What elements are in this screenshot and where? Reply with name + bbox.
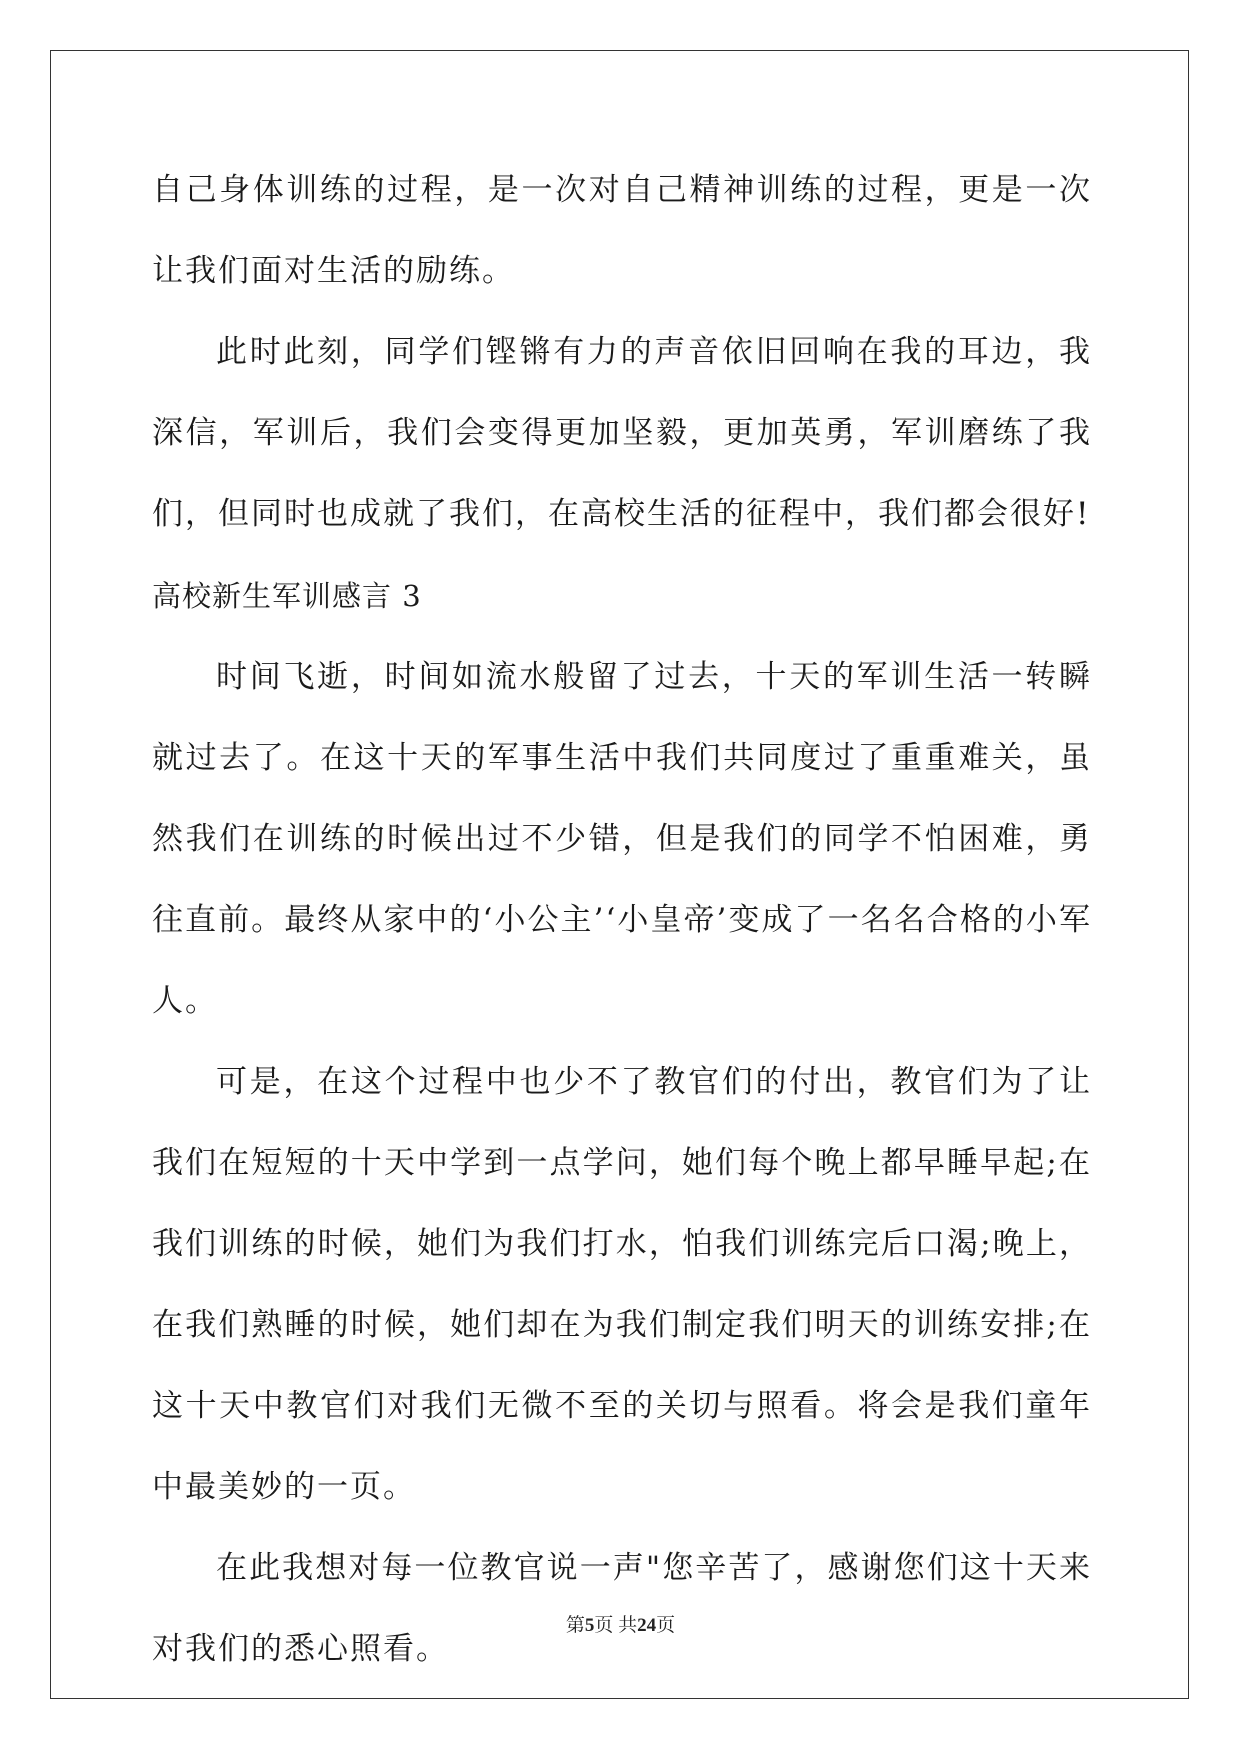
document-body	[152, 150, 1092, 1690]
footer-total-pages: 24	[637, 1615, 657, 1636]
paragraph: 自己身体训练的过程，是一次对自己精神训练的过程，更是一次让我们面对生活的励练。	[152, 172, 1092, 289]
footer-page-number: 5	[584, 1615, 595, 1636]
footer-middle: 页 共	[594, 1615, 638, 1636]
paragraph: 此时此刻，同学们铿锵有力的声音依旧回响在我的耳边，我深信，军训后，我们会变得更加坚毅，更加英勇，军训磨练了我们，但同时也成就了我们，在高校生活的征程中，我们都会很好!	[152, 334, 1092, 532]
paragraph: 在此我想对每一位教官说一声"您辛苦了，感谢您们这十天来对我们的悉心照看。	[152, 1550, 1092, 1667]
paragraph: 可是，在这个过程中也少不了教官们的付出，教官们为了让我们在短短的十天中学到一点学问，她们每个晚上都早睡早起;在我们训练的时候，她们为我们打水，怕我们训练完后口渴;晚上，在我们熟睡的时候，她们却在为我们制定我们明天的训练安排;在这十天中教官们对我们无微不至的关切与照看。将会是我们童年中最美妙的一页。	[152, 1064, 1092, 1505]
paragraph: 时间飞逝，时间如流水般留了过去，十天的军训生活一转瞬就过去了。在这十天的军事生活中我们共同度过了重重难关，虽然我们在训练的时候出过不少错，但是我们的同学不怕困难，勇往直前。最终从家中的‘小公主’‘小皇帝’变成了一名名合格的小军人。	[152, 659, 1092, 1019]
page-footer	[0, 1610, 1241, 1637]
footer-prefix: 第	[565, 1615, 585, 1636]
footer-suffix: 页	[656, 1615, 676, 1636]
section-heading: 高校新生军训感言 3	[152, 579, 422, 613]
